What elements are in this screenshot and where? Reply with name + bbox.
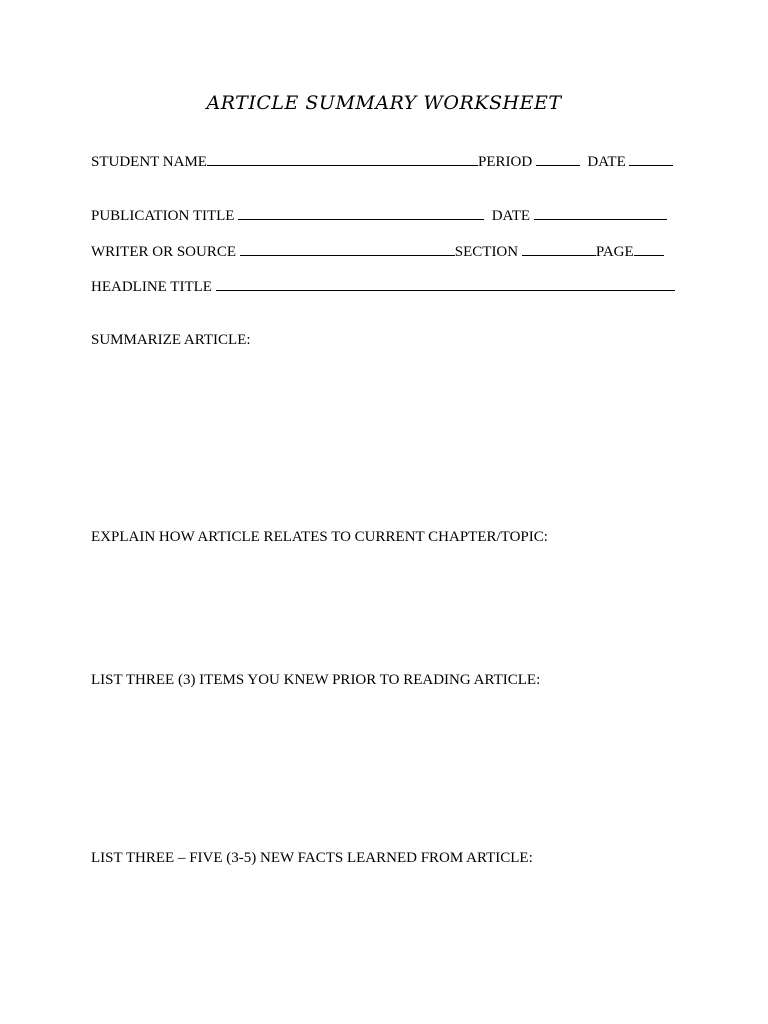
summarize-prompt: SUMMARIZE ARTICLE:	[91, 332, 251, 348]
headline-title-label: HEADLINE TITLE	[91, 279, 212, 295]
publication-title-field[interactable]	[238, 206, 484, 220]
student-info-row	[91, 152, 673, 171]
relates-prompt: EXPLAIN HOW ARTICLE RELATES TO CURRENT CHAPTER/TOPIC:	[91, 529, 548, 545]
publication-row	[91, 206, 667, 225]
student-name-label: STUDENT NAME	[91, 154, 207, 170]
headline-row	[91, 277, 675, 296]
writer-source-field[interactable]	[240, 242, 455, 256]
period-label: PERIOD	[477, 154, 533, 170]
prior-knowledge-prompt: LIST THREE (3) ITEMS YOU KNEW PRIOR TO READING ARTICLE:	[91, 672, 541, 688]
writer-row	[91, 242, 664, 261]
publication-date-label: DATE	[491, 208, 531, 224]
date-field[interactable]	[629, 152, 673, 166]
page-label: PAGE	[595, 244, 634, 260]
publication-title-label: PUBLICATION TITLE	[91, 208, 235, 224]
page-title: ARTICLE SUMMARY WORKSHEET	[206, 92, 562, 114]
writer-source-label: WRITER OR SOURCE	[91, 244, 237, 260]
page-field[interactable]	[634, 242, 664, 256]
period-field[interactable]	[536, 152, 580, 166]
student-name-field[interactable]	[207, 152, 478, 166]
publication-date-field[interactable]	[534, 206, 667, 220]
headline-title-field[interactable]	[216, 277, 675, 291]
new-facts-prompt: LIST THREE – FIVE (3-5) NEW FACTS LEARNED FROM ARTICLE:	[91, 850, 533, 866]
section-field[interactable]	[522, 242, 596, 256]
section-label: SECTION	[454, 244, 519, 260]
date-label: DATE	[587, 154, 626, 170]
